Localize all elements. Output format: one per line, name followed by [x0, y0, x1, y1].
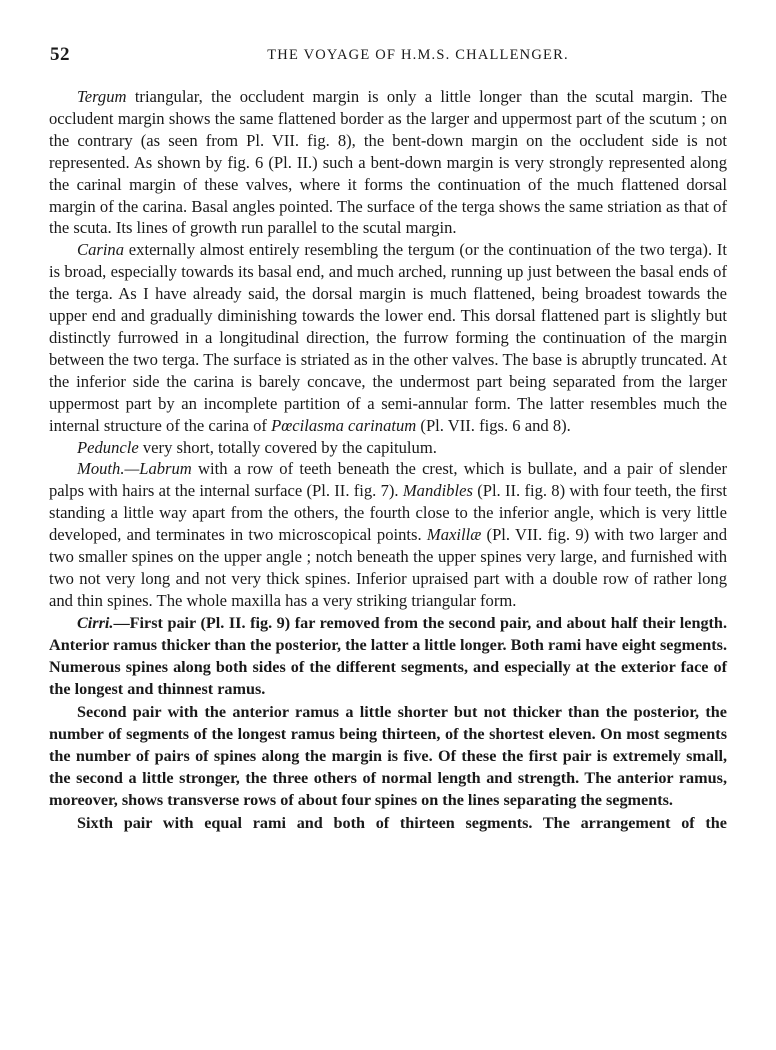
term-maxillae: Maxillæ	[426, 525, 482, 545]
lead-term-carina: Carina	[77, 240, 125, 260]
paragraph-text: externally almost entirely resembling the tergum (or the continuation of the two terga). It is broad, especially towards its basal end, and much arched, running up just between the basal ends of the terga. As I have already said, the dorsal margin is much flattened, being broadest towards the upper end and gradually diminishing towards the lower end. This dorsal flattened part is slightly but distinctly furrowed in a longitudinal direction, the furrow forming the continuation of the margin between the two terga. The surface is striated as in the other valves. The base is abruptly truncated. At the inferior side the carina is barely concave, the undermost part being separated from the larger uppermost part by an incomplete partition of a semi-annular form. The latter resembles much the internal structure of the carina of	[49, 240, 727, 435]
lead-term-tergum: Tergum	[77, 87, 127, 106]
paragraph-text-tail: (Pl. II. fig. 8) with four teeth, the first standing a little way apart from the others, the fourth close to the inferior angle, which is very little developed, and terminates in two microscopical points.	[49, 481, 728, 545]
paragraph-text: very short, totally covered by the capitulum.	[138, 437, 437, 457]
paragraph-second-pair	[49, 701, 727, 812]
paragraph-text: Second pair with the anterior ramus a little shorter but not thicker than the posterior, the number of segments of the longest ramus being thirteen, of the shortest eleven. On most segments the number of pairs of spines along the margin is five. Of these the first pair is extremely small, the second a little stronger, the three others of normal length and strength. The anterior ramus, moreover, shows transverse rows of about four spines on the lines separating the segments.	[49, 702, 727, 810]
paragraph-text: Sixth pair with equal rami and both of thirteen segments. The arrangement of the	[77, 813, 727, 832]
paragraph-cirri	[49, 612, 727, 701]
paragraph-text-tail: (Pl. VII. figs. 6 and 8).	[416, 415, 571, 435]
paragraph-text: —First pair (Pl. II. fig. 9) far removed from the second pair, and about half their length. Anterior ramus thicker than the posterior, the latter a little longer. Both rami have eight segments. Numerous spines along both sides of the different segments, and especially at the exterior face of the longest and thinnest ramus.	[49, 613, 727, 699]
running-title-text: THE VOYAGE OF H.M.S. CHALLENGER.	[267, 47, 569, 63]
paragraph-text: with a row of teeth beneath the crest, which is bullate, and a pair of slender palps with hairs at the internal surface (Pl. II. fig. 7).	[49, 459, 727, 501]
paragraph-tergum	[49, 86, 727, 239]
paragraph-text-tail2: (Pl. VII. fig. 9) with two larger and two smaller spines on the upper angle ; notch beneath the upper spines very large, and furnished with two not very long and not very thick spines. Inferior upraised part with a double row of rather long and thin spines. The whole maxilla has a very striking triangular form.	[49, 525, 727, 610]
lead-term-cirri: Cirri.	[77, 613, 114, 632]
body-text	[49, 86, 727, 834]
paragraph-sixth-pair	[49, 812, 727, 834]
lead-term-mouth: Mouth.—Labrum	[77, 459, 192, 479]
paragraph-mouth	[49, 458, 727, 611]
page-number: 52	[50, 44, 70, 65]
term-mandibles: Mandibles	[402, 481, 473, 501]
lead-term-peduncle: Peduncle	[77, 437, 139, 457]
paragraph-peduncle	[49, 437, 727, 459]
paragraph-text: triangular, the occludent margin is only a little longer than the scutal margin. The occludent margin shows the same flattened border as the larger and uppermost part of the scutum ; on the contrary (as seen from Pl. VII. fig. 8), the bent-down margin on the occludent side is not represented. As shown by fig. 6 (Pl. II.) such a bent-down margin is very strongly represented along the carinal margin of these valves, where it forms the continuation of the much flattened dorsal margin of the carina. Basal angles pointed. The surface of the terga shows the same striation as that of the scuta. Its lines of growth run parallel to the scutal margin.	[49, 87, 727, 238]
species-name: Pœcilasma carinatum	[271, 415, 417, 435]
paragraph-carina	[49, 239, 727, 436]
running-title	[0, 47, 776, 64]
